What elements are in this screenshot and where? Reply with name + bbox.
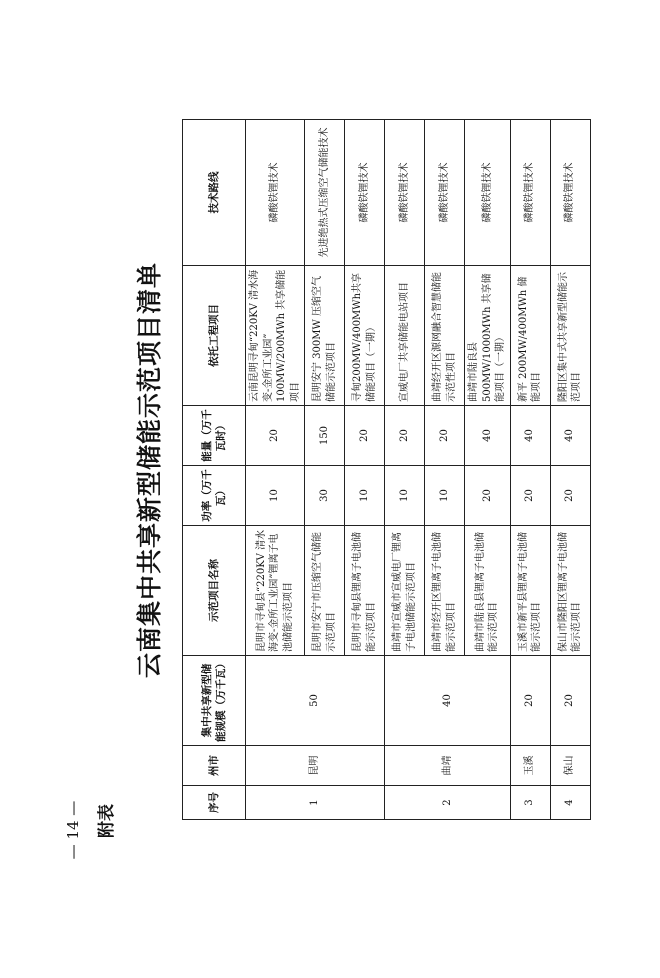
cell-energy: 20 [246,406,305,466]
cell-name: 昆明市寻甸县锂离子电池储能示范项目 [345,526,385,656]
document-title: 云南集中共享新型储能示范项目清单 [135,262,164,679]
cell-energy: 20 [425,406,465,466]
cell-tech: 磷酸铁锂技术 [465,120,511,266]
cell-tech: 磷酸铁锂技术 [246,120,305,266]
cell-tech: 磷酸铁锂技术 [345,120,385,266]
cell-tech: 磷酸铁锂技术 [425,120,465,266]
cell-energy: 20 [385,406,425,466]
cell-tech: 磷酸铁锂技术 [510,120,550,266]
cell-energy: 40 [510,406,550,466]
cell-energy: 40 [550,406,590,466]
cell-seq: 3 [510,786,550,820]
attachment-label: 附表 [97,804,117,838]
cell-name: 玉溪市新平县锂离子电池储能示范项目 [510,526,550,656]
cell-seq: 4 [550,786,590,820]
project-table [182,119,591,820]
cell-scale: 50 [246,656,385,746]
cell-dependency: 曲靖经开区源网融合智慧储能示范性项目 [425,266,465,406]
cell-city: 曲靖 [385,746,511,786]
cell-city: 保山 [550,746,590,786]
cell-dependency: 曲靖市陆良县 500MW/1000MWh 共享储能项目（一期） [465,266,511,406]
cell-tech: 磷酸铁锂技术 [550,120,590,266]
header-seq: 序号 [183,786,246,820]
cell-energy: 150 [305,406,345,466]
table-row [550,120,590,820]
cell-scale: 40 [385,656,511,746]
page-number: — 14 — [64,800,82,860]
table-row [246,120,305,820]
cell-city: 玉溪 [510,746,550,786]
cell-dependency: 宣威电厂共享储能电站项目 [385,266,425,406]
cell-name: 昆明市寻甸县“220KV 清水海变-金所工业园”锂离子电池储能示范项目 [246,526,305,656]
cell-city: 昆明 [246,746,385,786]
cell-dependency: 新平 200MW/400MWh 储能项目 [510,266,550,406]
header-name: 示范项目名称 [183,526,246,656]
cell-energy: 20 [345,406,385,466]
cell-dependency: 昆明安宁 300MW 压缩空气储能示范项目 [305,266,345,406]
cell-scale: 20 [550,656,590,746]
cell-seq: 2 [385,786,511,820]
header-dependency: 依托工程项目 [183,266,246,406]
cell-power: 20 [550,466,590,526]
header-city: 州市 [183,746,246,786]
cell-power: 10 [246,466,305,526]
header-row [183,120,246,820]
cell-tech: 先进绝热式压缩空气储能技术 [305,120,345,266]
cell-power: 10 [385,466,425,526]
cell-power: 20 [465,466,511,526]
cell-dependency: 云南昆明寻甸“220KV 清水海变-金所工业园” 100MW/200MWh 共享储能项目 [246,266,305,406]
cell-name: 曲靖市宣威市宣威电厂锂离子电池储能示范项目 [385,526,425,656]
cell-seq: 1 [246,786,385,820]
header-power: 功率（万千瓦） [183,466,246,526]
header-energy: 能量（万千瓦时） [183,406,246,466]
cell-dependency: 隆阳区集中式共享新型储能示范项目 [550,266,590,406]
cell-scale: 20 [510,656,550,746]
cell-energy: 40 [465,406,511,466]
cell-name: 曲靖市经开区锂离子电池储能示范项目 [425,526,465,656]
rotated-page-content [130,120,585,820]
cell-power: 10 [425,466,465,526]
cell-power: 20 [510,466,550,526]
cell-tech: 磷酸铁锂技术 [385,120,425,266]
cell-name: 曲靖市陆良县锂离子电池储能示范项目 [465,526,511,656]
cell-name: 保山市隆阳区锂离子电池储能示范项目 [550,526,590,656]
cell-power: 10 [345,466,385,526]
header-scale: 集中共享新型储能规模（万千瓦） [183,656,246,746]
table-row [385,120,425,820]
table-row [510,120,550,820]
cell-name: 昆明市安宁市压缩空气储能示范项目 [305,526,345,656]
header-tech: 技术路线 [183,120,246,266]
cell-dependency: 寻甸200MW/400MWh共享储能项目（一期） [345,266,385,406]
cell-power: 30 [305,466,345,526]
